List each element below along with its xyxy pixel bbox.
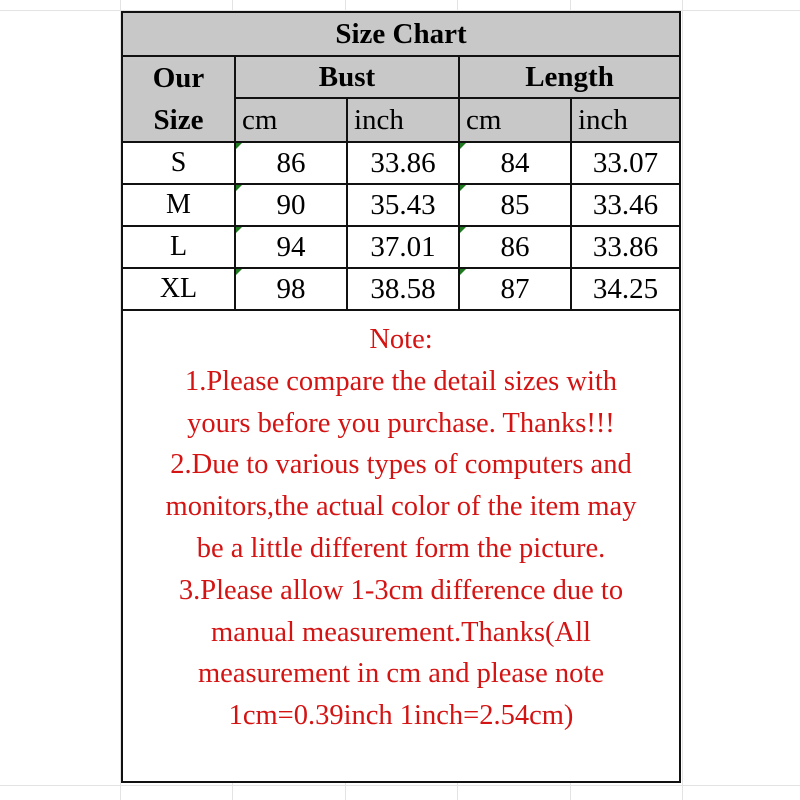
note-line: monitors,the actual color of the item may [165,491,637,523]
bust-cm-cell [235,226,347,268]
cell-marker [236,143,242,149]
bust-cm-unit: cm [235,98,347,142]
note-line: yours before you purchase. Thanks!!! [187,407,615,439]
cell-marker [460,227,466,233]
size-cell: S [123,142,235,184]
length-inch-cell: 33.07 [571,142,679,184]
length-cm-cell [459,184,571,226]
cell-marker [236,227,242,233]
note-line: 2.Due to various types of computers and [170,449,632,481]
note-heading: Note: [369,324,433,355]
cell-marker [236,269,242,275]
cell-marker [460,143,466,149]
size-chart [121,11,681,783]
bust-inch-cell: 37.01 [347,226,459,268]
cell-marker [460,185,466,191]
length-header: Length [459,56,679,98]
bust-cm-cell [235,268,347,310]
table-row [123,268,679,310]
bust-inch-cell: 35.43 [347,184,459,226]
size-cell: XL [123,268,235,310]
bust-cm-cell [235,142,347,184]
size-table [123,13,679,311]
length-inch-cell: 34.25 [571,268,679,310]
length-cm-cell [459,142,571,184]
table-row [123,226,679,268]
bust-cm-value: 86 [276,146,306,179]
length-cm-value: 85 [500,188,530,221]
cell-marker [460,269,466,275]
sheet-gridline [682,0,683,800]
length-cm-cell [459,268,571,310]
sheet-gridline [0,785,800,786]
length-cm-cell [459,226,571,268]
size-cell: M [123,184,235,226]
chart-title: Size Chart [123,13,679,56]
our-size-header [123,56,235,142]
note-line: be a little different form the picture. [196,532,606,564]
cell-marker [236,185,242,191]
size-cell: L [123,226,235,268]
length-inch-cell: 33.46 [571,184,679,226]
note-line: 3.Please allow 1-3cm difference due to [178,574,624,606]
length-cm-unit: cm [459,98,571,142]
length-inch-unit: inch [571,98,679,142]
length-cm-value: 86 [500,230,530,263]
notes-block [123,319,679,737]
bust-inch-cell: 38.58 [347,268,459,310]
table-row [123,184,679,226]
table-row [123,142,679,184]
our-size-header-line-1: Our [152,62,205,94]
bust-cm-value: 98 [276,272,306,305]
note-line: measurement in cm and please note [198,658,604,690]
title-row [123,13,679,56]
our-size-header-line-2: Size [153,104,204,136]
bust-cm-value: 90 [276,188,306,221]
length-cm-value: 84 [500,146,530,179]
note-line: manual measurement.Thanks(All [211,616,591,648]
note-line: 1.Please compare the detail sizes with [184,365,618,397]
bust-cm-cell [235,184,347,226]
bust-header: Bust [235,56,459,98]
length-inch-cell: 33.86 [571,226,679,268]
note-line: 1cm=0.39inch 1inch=2.54cm) [228,700,574,732]
length-cm-value: 87 [500,272,530,305]
bust-inch-cell: 33.86 [347,142,459,184]
group-header-row [123,56,679,98]
bust-inch-unit: inch [347,98,459,142]
bust-cm-value: 94 [276,230,306,263]
